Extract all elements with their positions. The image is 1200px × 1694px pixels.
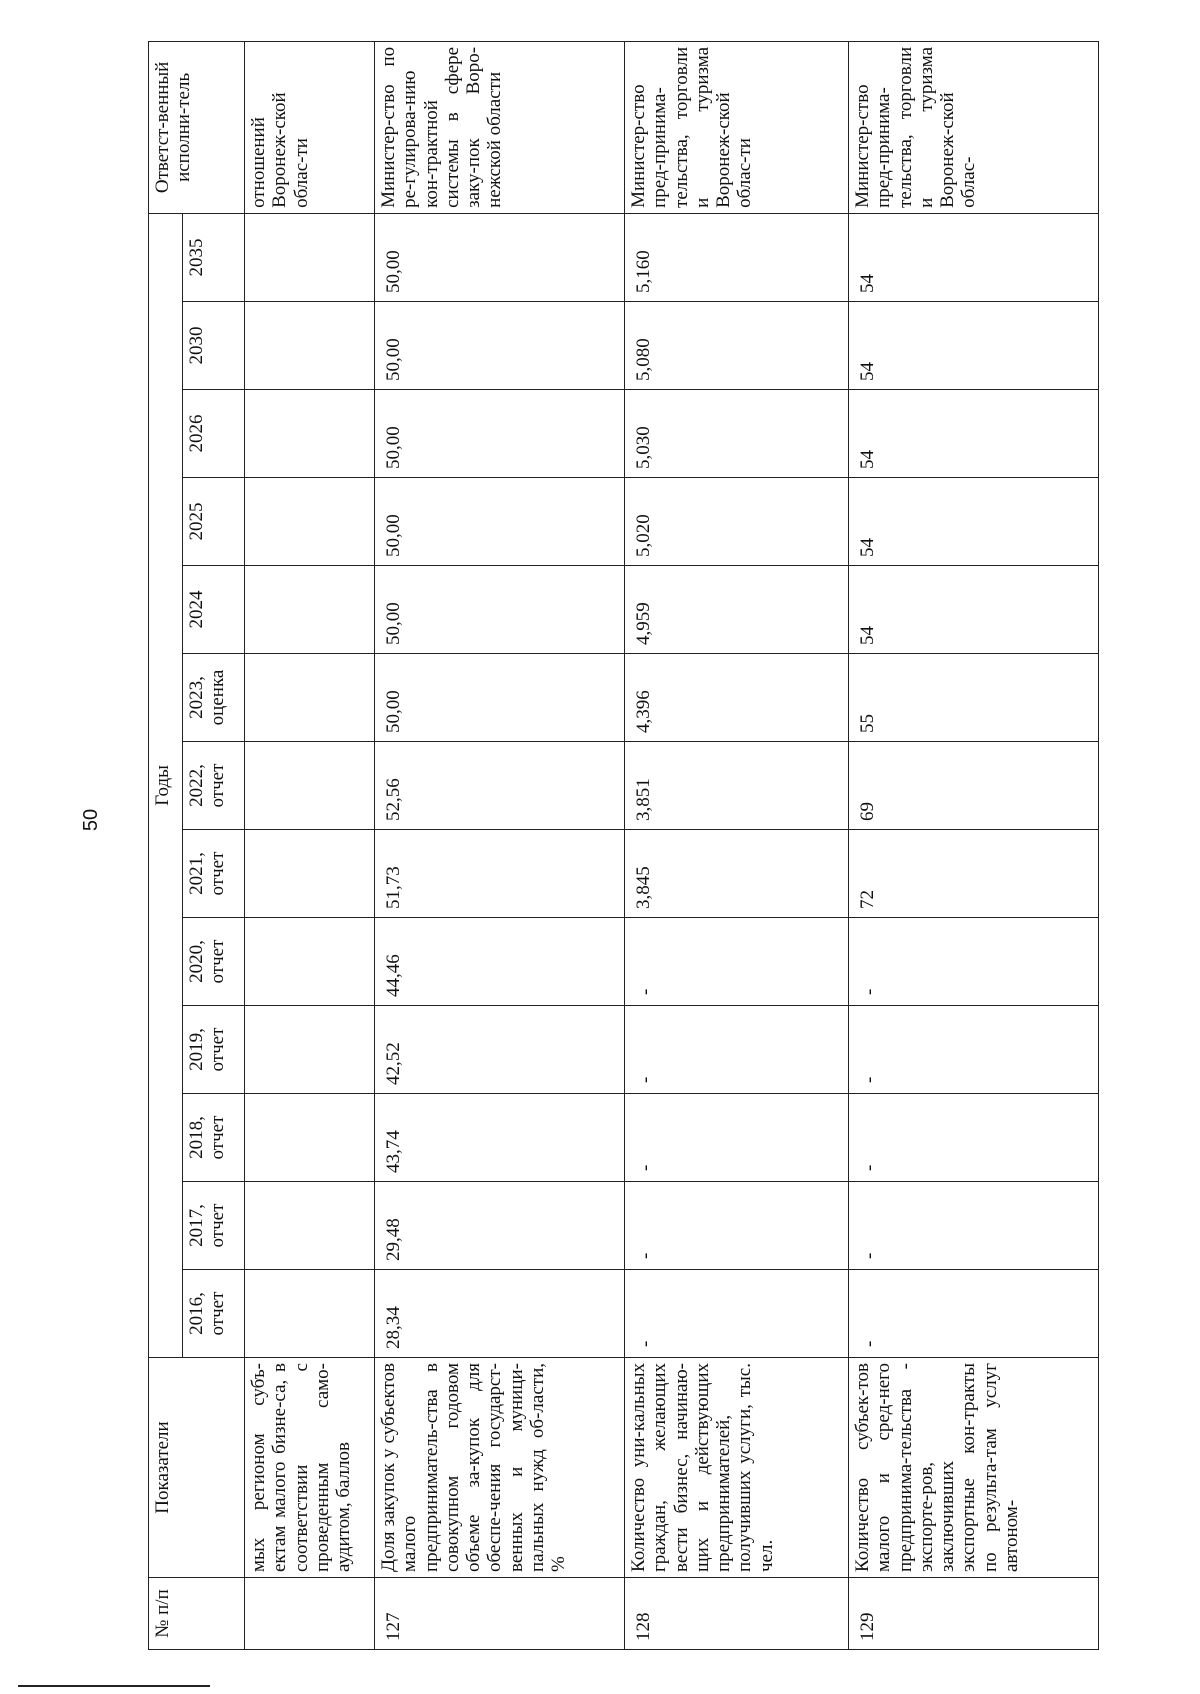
header-num: № п/п <box>149 1578 245 1650</box>
indicator-cell: Количество субъек-тов малого и сред-него предпринима-тельства - экспорте-ров, заключивших экспортные кон-тракты по результа-там услуг автоном- <box>849 1358 1099 1578</box>
responsible-cell: Министер-ство по ре-гулирова-нию кон-трактной системы в сфере заку-пок Воро-нежской области <box>375 41 625 213</box>
row-number: 127 <box>375 1578 625 1650</box>
row-number <box>245 1578 375 1650</box>
header-year: 2022, отчет <box>183 742 245 830</box>
row-number: 129 <box>849 1578 1099 1650</box>
value-cell <box>245 478 375 566</box>
header-year: 2016, отчет <box>183 1270 245 1358</box>
responsible-cell: Министер-ство пред-принима-тельства, торговли и туризма Воронеж-ской облас- <box>849 41 1099 213</box>
header-year: 2020, отчет <box>183 918 245 1006</box>
value-cell: 54 <box>849 478 1099 566</box>
value-cell: - <box>849 1006 1099 1094</box>
value-cell: - <box>625 1270 849 1358</box>
value-cell: 51,73 <box>375 830 625 918</box>
value-cell: 50,00 <box>375 478 625 566</box>
header-year: 2021, отчет <box>183 830 245 918</box>
header-year: 2030 <box>183 302 245 390</box>
value-cell: - <box>849 918 1099 1006</box>
value-cell <box>245 566 375 654</box>
value-cell: 4,959 <box>625 566 849 654</box>
value-cell: 5,160 <box>625 213 849 301</box>
value-cell <box>245 1094 375 1182</box>
header-year: 2019, отчет <box>183 1006 245 1094</box>
value-cell: - <box>849 1094 1099 1182</box>
value-cell: - <box>849 1182 1099 1270</box>
responsible-cell: отношений Воронеж-ской облас-ти <box>245 41 375 213</box>
header-years-group: Годы <box>149 213 183 1357</box>
value-cell: 52,56 <box>375 742 625 830</box>
header-year: 2026 <box>183 390 245 478</box>
table-row <box>625 41 849 1649</box>
value-cell: 54 <box>849 390 1099 478</box>
header-year: 2017, отчет <box>183 1182 245 1270</box>
value-cell: 5,080 <box>625 302 849 390</box>
value-cell <box>245 1270 375 1358</box>
value-cell: 3,851 <box>625 742 849 830</box>
value-cell: 54 <box>849 302 1099 390</box>
header-responsible: Ответст-венный исполни-тель <box>149 41 245 213</box>
responsible-cell: Министер-ство пред-принима-тельства, торговли и туризма Воронеж-ской облас-ти <box>625 41 849 213</box>
value-cell: 29,48 <box>375 1182 625 1270</box>
footer-rule <box>18 1685 210 1687</box>
header-year: 2025 <box>183 478 245 566</box>
value-cell: 50,00 <box>375 213 625 301</box>
header-year: 2023, оценка <box>183 654 245 742</box>
value-cell: - <box>625 1094 849 1182</box>
value-cell: 50,00 <box>375 390 625 478</box>
value-cell: 55 <box>849 654 1099 742</box>
value-cell: 50,00 <box>375 566 625 654</box>
header-year: 2035 <box>183 213 245 301</box>
value-cell: - <box>625 1006 849 1094</box>
value-cell: 42,52 <box>375 1006 625 1094</box>
value-cell: 50,00 <box>375 654 625 742</box>
value-cell: 43,74 <box>375 1094 625 1182</box>
value-cell: - <box>849 1270 1099 1358</box>
table-row <box>375 41 625 1649</box>
value-cell: - <box>625 918 849 1006</box>
page-number: 50 <box>79 808 102 832</box>
value-cell <box>245 1182 375 1270</box>
value-cell <box>245 830 375 918</box>
row-number: 128 <box>625 1578 849 1650</box>
value-cell: 3,845 <box>625 830 849 918</box>
indicator-cell: мых регионом субъ-ектам малого бизне-са, в соответствии с проведенным само-аудитом, баллов <box>245 1358 375 1578</box>
value-cell: 28,34 <box>375 1270 625 1358</box>
value-cell <box>245 918 375 1006</box>
value-cell: 72 <box>849 830 1099 918</box>
value-cell: 54 <box>849 213 1099 301</box>
value-cell <box>245 654 375 742</box>
value-cell <box>245 302 375 390</box>
value-cell <box>245 213 375 301</box>
value-cell <box>245 742 375 830</box>
value-cell: - <box>625 1182 849 1270</box>
header-year: 2018, отчет <box>183 1094 245 1182</box>
table-row <box>245 41 375 1649</box>
value-cell: 5,030 <box>625 390 849 478</box>
value-cell: 69 <box>849 742 1099 830</box>
indicators-table <box>148 41 1099 1650</box>
indicators-table-rotated <box>148 42 1098 1650</box>
indicator-cell: Количество уни-кальных граждан, желающих вести бизнес, начинаю-щих и действующих предпринимателей, получивших услуги, тыс. чел. <box>625 1358 849 1578</box>
value-cell <box>245 1006 375 1094</box>
value-cell: 44,46 <box>375 918 625 1006</box>
value-cell: 54 <box>849 566 1099 654</box>
header-indicators: Показатели <box>149 1358 245 1578</box>
value-cell: 50,00 <box>375 302 625 390</box>
value-cell: 4,396 <box>625 654 849 742</box>
header-year: 2024 <box>183 566 245 654</box>
indicator-cell: Доля закупок у субъектов малого предприниматель-ства в совокупном годовом объеме за-купок для обеспе-чения государст-венных и муници-пальных нужд об-ласти, % <box>375 1358 625 1578</box>
value-cell: 5,020 <box>625 478 849 566</box>
value-cell <box>245 390 375 478</box>
table-row <box>849 41 1099 1649</box>
